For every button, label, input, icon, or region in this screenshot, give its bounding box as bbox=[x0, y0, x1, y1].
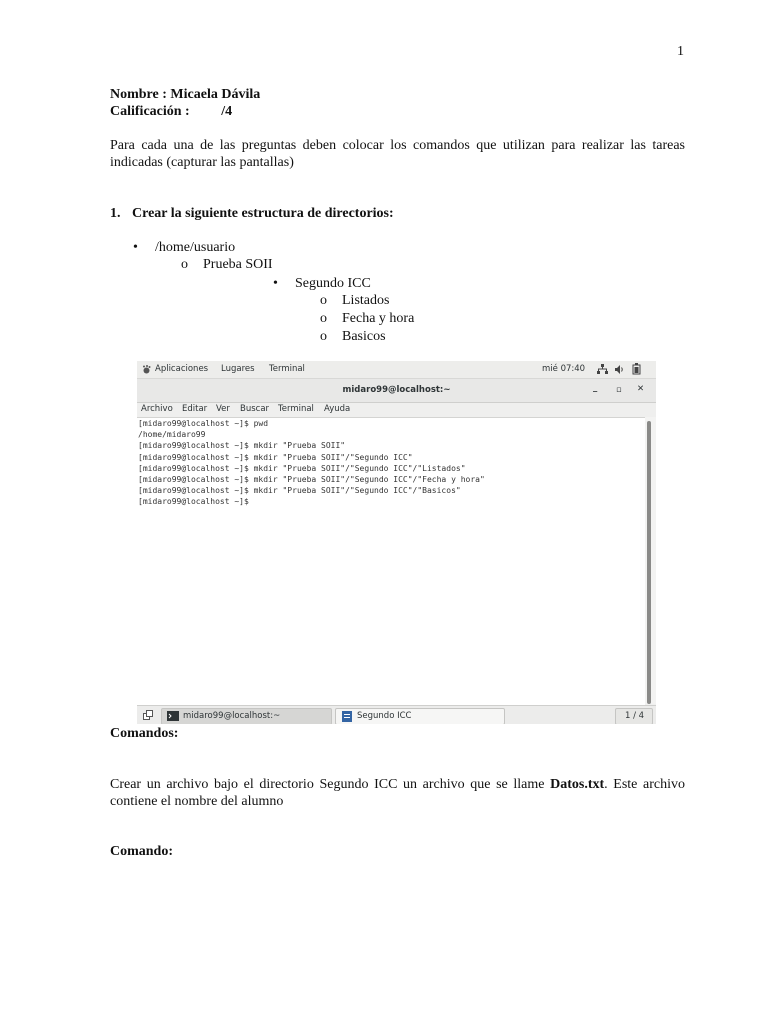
task-files[interactable] bbox=[335, 708, 505, 724]
name-value: Micaela Dávila bbox=[170, 87, 261, 102]
workspace-indicator[interactable] bbox=[615, 708, 653, 724]
terminal-line: [midaro99@localhost ~]$ mkdir "Prueba SOII"/"Segundo ICC"/"Basicos" bbox=[138, 486, 461, 496]
question-number: 1. bbox=[110, 206, 121, 221]
question-title: Crear la siguiente estructura de directorios: bbox=[132, 206, 394, 221]
comandos-label: Comandos: bbox=[110, 726, 179, 741]
instruction-paragraph bbox=[110, 776, 685, 810]
name-label: Nombre : bbox=[110, 87, 167, 102]
file-manager-icon bbox=[342, 711, 352, 722]
menu-ver[interactable]: Ver bbox=[216, 404, 230, 414]
tree-level4-bullet: o bbox=[320, 293, 327, 308]
instruction-text-1: Crear un archivo bajo el directorio Segundo ICC un archivo que se llame bbox=[110, 777, 551, 792]
scrollbar-thumb[interactable] bbox=[647, 421, 651, 704]
menu-buscar[interactable]: Buscar bbox=[240, 404, 270, 414]
filename: Datos.txt bbox=[550, 777, 605, 792]
task-terminal[interactable] bbox=[161, 708, 332, 724]
tree-item-listados: Listados bbox=[342, 293, 390, 308]
task-terminal-label: midaro99@localhost:~ bbox=[183, 711, 281, 721]
window-title: midaro99@localhost:~ bbox=[342, 385, 451, 395]
maximize-button[interactable]: ▫ bbox=[616, 385, 622, 395]
instruction-text-2: . Este archivo contiene el nombre del alumno bbox=[110, 777, 685, 809]
network-icon[interactable] bbox=[597, 364, 608, 375]
bottom-taskbar bbox=[137, 705, 656, 724]
tree-level2: Prueba SOII bbox=[203, 257, 273, 272]
workspace-label: 1 / 4 bbox=[625, 711, 645, 721]
grade-line bbox=[110, 103, 232, 120]
terminal-menubar bbox=[137, 403, 656, 417]
terminal-line: [midaro99@localhost ~]$ mkdir "Prueba SOII"/"Segundo ICC"/"Listados" bbox=[138, 463, 466, 473]
tree-item-basicos: Basicos bbox=[342, 329, 386, 344]
page-number: 1 bbox=[677, 44, 684, 59]
tree-level4-bullet: o bbox=[320, 329, 327, 344]
name-line bbox=[110, 86, 260, 103]
places-menu[interactable]: Lugares bbox=[221, 364, 255, 374]
terminal-line: [midaro99@localhost ~]$ mkdir "Prueba SOII"/"Segundo ICC"/"Fecha y hora" bbox=[138, 475, 485, 485]
terminal-output[interactable] bbox=[137, 417, 645, 705]
intro-paragraph: Para cada una de las preguntas deben colocar los comandos que utilizan para realizar las tareas indicadas (capturar las pantallas) bbox=[110, 138, 685, 170]
clock[interactable]: mié 07:40 bbox=[542, 364, 586, 374]
menu-ayuda[interactable]: Ayuda bbox=[324, 404, 351, 414]
terminal-icon bbox=[167, 711, 179, 721]
tree-level4-bullet: o bbox=[320, 311, 327, 326]
gnome-top-bar bbox=[137, 361, 656, 379]
minimize-button[interactable]: _ bbox=[593, 383, 598, 393]
tree-item-fecha-hora: Fecha y hora bbox=[342, 311, 415, 326]
menu-terminal[interactable]: Terminal bbox=[278, 404, 314, 414]
close-button[interactable]: ✕ bbox=[637, 384, 645, 394]
terminal-line: [midaro99@localhost ~]$ pwd bbox=[138, 419, 269, 428]
terminal-line: [midaro99@localhost ~]$ mkdir "Prueba SOII" bbox=[138, 441, 346, 451]
question-1 bbox=[110, 205, 394, 222]
task-files-label: Segundo ICC bbox=[357, 711, 412, 721]
terminal-line: [midaro99@localhost ~]$ bbox=[138, 497, 254, 507]
terminal-line: /home/midaro99 bbox=[138, 430, 206, 440]
grade-value: /4 bbox=[221, 104, 233, 119]
terminal-line: [midaro99@localhost ~]$ mkdir "Prueba SOII"/"Segundo ICC" bbox=[138, 452, 413, 462]
foot-icon bbox=[142, 365, 151, 374]
comando-label: Comando: bbox=[110, 844, 174, 859]
applications-menu[interactable]: Aplicaciones bbox=[155, 364, 209, 374]
show-desktop-icon[interactable] bbox=[143, 710, 154, 721]
terminal-app-menu[interactable]: Terminal bbox=[269, 364, 305, 374]
menu-editar[interactable]: Editar bbox=[182, 404, 208, 414]
tree-level1: /home/usuario bbox=[155, 240, 236, 255]
tree-level3-bullet: • bbox=[273, 276, 278, 291]
volume-icon[interactable] bbox=[614, 364, 625, 375]
terminal-screenshot bbox=[137, 361, 656, 724]
battery-icon[interactable] bbox=[631, 363, 642, 375]
window-titlebar[interactable] bbox=[137, 379, 656, 403]
tree-level3: Segundo ICC bbox=[295, 276, 371, 291]
tree-level2-bullet: o bbox=[181, 257, 188, 272]
tree-level1-bullet: • bbox=[133, 240, 138, 255]
menu-archivo[interactable]: Archivo bbox=[141, 404, 173, 414]
grade-label: Calificación : bbox=[110, 104, 190, 119]
